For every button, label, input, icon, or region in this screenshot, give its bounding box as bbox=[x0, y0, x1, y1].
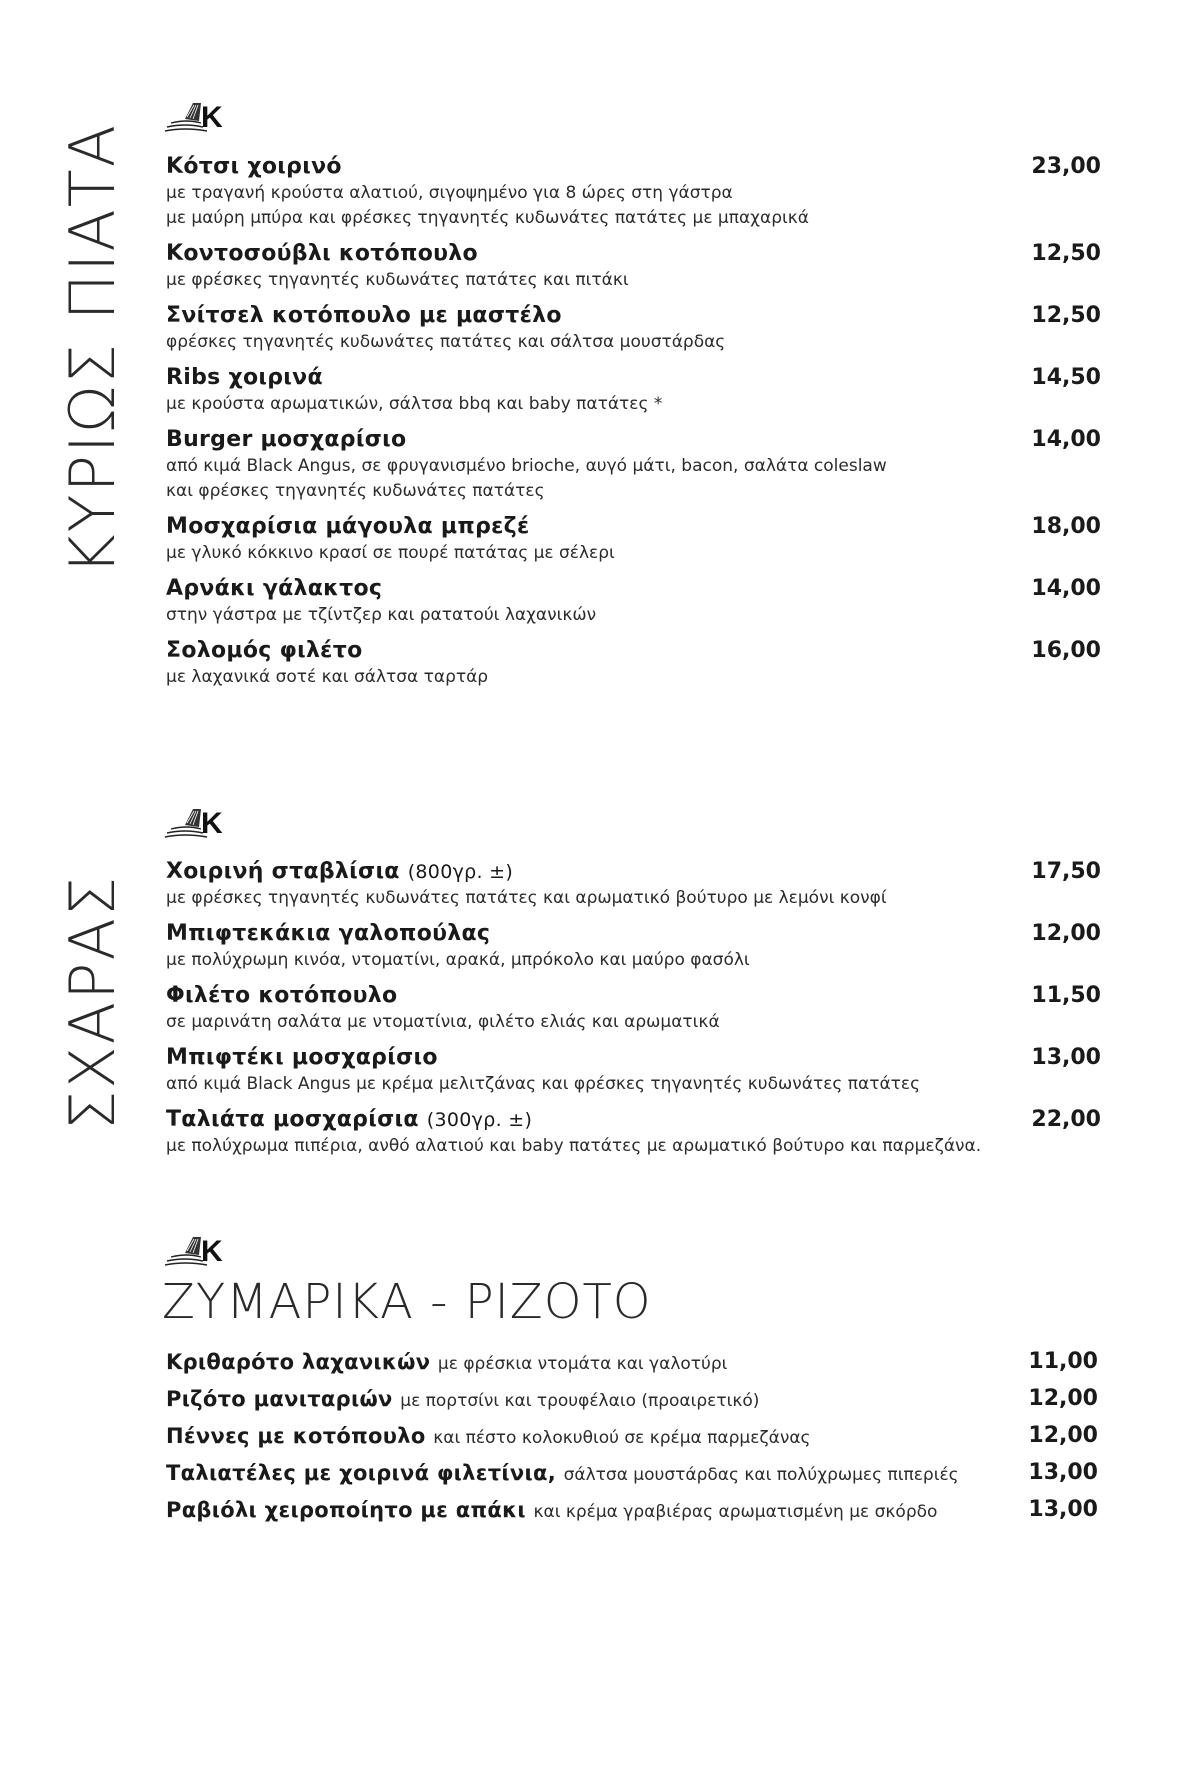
item-name: Ραβιόλι χειροποίητο με απάκι bbox=[166, 1498, 526, 1522]
main-dishes-side-title: ΚΥΡΙΩΣ ΠΙΑΤΑ bbox=[56, 122, 129, 575]
grill-side-title: ΣΧΑΡΑΣ bbox=[56, 874, 129, 1130]
item-name: Ταλιατέλες με χοιρινά φιλετίνια, bbox=[166, 1461, 557, 1485]
item-name: Σολομός φιλέτο bbox=[166, 638, 363, 663]
item-description: με φρέσκες τηγανητές κυδωνάτες πατάτες και πιτάκι bbox=[166, 270, 629, 290]
main-dishes-section bbox=[166, 153, 1101, 699]
item-name: Πέννες με κοτόπουλο bbox=[166, 1424, 426, 1448]
item-description: στην γάστρα με τζίντζερ και ρατατούι λαχανικών bbox=[166, 605, 597, 625]
item-description: σε μαρινάτη σαλάτα με ντοματίνια, φιλέτο ελιάς και αρωματικά bbox=[166, 1012, 720, 1032]
menu-item bbox=[166, 1422, 1098, 1459]
item-price: 17,50 bbox=[1031, 859, 1101, 884]
item-name: Μπιφτέκι μοσχαρίσιο bbox=[166, 1045, 438, 1070]
item-description: με φρέσκια ντομάτα και γαλοτύρι bbox=[437, 1354, 728, 1374]
item-price: 18,00 bbox=[1031, 514, 1101, 539]
item-description: με πολύχρωμη κινόα, ντοματίνι, αρακά, μπρόκολο και μαύρο φασόλι bbox=[166, 950, 750, 970]
item-description: από κιμά Black Angus, σε φρυγανισμένο brioche, αυγό μάτι, bacon, σαλάτα coleslaw bbox=[166, 456, 887, 476]
item-weight: (800γρ. ±) bbox=[407, 861, 514, 883]
item-description: με λαχανικά σοτέ και σάλτσα ταρτάρ bbox=[166, 667, 489, 687]
restaurant-logo-icon bbox=[163, 1231, 233, 1271]
restaurant-logo-icon bbox=[163, 97, 233, 137]
menu-item bbox=[166, 637, 1101, 699]
item-price: 23,00 bbox=[1031, 154, 1101, 179]
item-name: Ριζότο μανιταριών bbox=[166, 1387, 393, 1411]
logo-letter: K bbox=[201, 101, 223, 134]
item-name: Κότσι χοιρινό bbox=[166, 154, 342, 179]
item-name: Αρνάκι γάλακτος bbox=[166, 576, 383, 601]
item-price: 16,00 bbox=[1031, 638, 1101, 663]
menu-item bbox=[166, 982, 1101, 1044]
item-description: με φρέσκες τηγανητές κυδωνάτες πατάτες και αρωματικό βούτυρο με λεμόνι κονφί bbox=[166, 888, 887, 908]
item-name: Burger μοσχαρίσιο bbox=[166, 427, 407, 452]
item-price: 14,00 bbox=[1031, 576, 1101, 601]
menu-item bbox=[166, 1348, 1098, 1385]
item-description: με κρούστα αρωματικών, σάλτσα bbq και baby πατάτες * bbox=[166, 394, 663, 414]
item-description: με πολύχρωμα πιπέρια, ανθό αλατιού και baby πατάτες με αρωματικό βούτυρο και παρμεζάνα. bbox=[166, 1136, 982, 1156]
item-description: με τραγανή κρούστα αλατιού, σιγοψημένο για 8 ώρες στη γάστρα bbox=[166, 183, 733, 203]
menu-item bbox=[166, 426, 1101, 513]
menu-item bbox=[166, 1459, 1098, 1496]
item-name: Ταλιάτα μοσχαρίσια bbox=[166, 1107, 419, 1132]
item-name: Μπιφτεκάκια γαλοπούλας bbox=[166, 921, 491, 946]
item-price: 22,00 bbox=[1031, 1107, 1101, 1132]
menu-item bbox=[166, 1385, 1098, 1422]
item-price: 11,00 bbox=[1028, 1349, 1098, 1374]
menu-item bbox=[166, 240, 1101, 302]
item-price: 14,00 bbox=[1031, 427, 1101, 452]
item-price: 12,00 bbox=[1028, 1423, 1098, 1448]
item-name: Κοντοσούβλι κοτόπουλο bbox=[166, 241, 478, 266]
item-name: Χοιρινή σταβλίσια bbox=[166, 859, 400, 884]
item-price: 14,50 bbox=[1031, 365, 1101, 390]
menu-item bbox=[166, 513, 1101, 575]
restaurant-logo-icon bbox=[163, 803, 233, 843]
menu-item bbox=[166, 1044, 1101, 1106]
menu-item bbox=[166, 858, 1101, 920]
item-description: και φρέσκες τηγανητές κυδωνάτες πατάτες bbox=[166, 481, 545, 501]
item-description: σάλτσα μουστάρδας και πολύχρωμες πιπεριές bbox=[563, 1465, 959, 1485]
item-price: 13,00 bbox=[1028, 1460, 1098, 1485]
item-name: Σνίτσελ κοτόπουλο με μαστέλο bbox=[166, 303, 562, 328]
menu-item bbox=[166, 575, 1101, 637]
item-price: 13,00 bbox=[1028, 1497, 1098, 1522]
pasta-section-title: ΖΥΜΑΡΙΚΑ - ΡΙΖΟΤΟ bbox=[162, 1274, 652, 1330]
menu-item bbox=[166, 153, 1101, 240]
menu-item bbox=[166, 1496, 1098, 1533]
item-name: Φιλέτο κοτόπουλο bbox=[166, 983, 398, 1008]
item-weight: (300γρ. ±) bbox=[426, 1109, 533, 1131]
item-price: 11,50 bbox=[1031, 983, 1101, 1008]
item-description: με πορτσίνι και τρουφέλαιο (προαιρετικό) bbox=[400, 1391, 760, 1411]
item-price: 12,50 bbox=[1031, 241, 1101, 266]
logo-letter: K bbox=[201, 807, 223, 840]
item-description: και κρέμα γραβιέρας αρωματισμένη με σκόρδο bbox=[533, 1502, 938, 1522]
item-price: 13,00 bbox=[1031, 1045, 1101, 1070]
item-name: Μοσχαρίσια μάγουλα μπρεζέ bbox=[166, 514, 530, 539]
pasta-section bbox=[166, 1348, 1098, 1533]
item-name: Ribs χοιρινά bbox=[166, 365, 323, 390]
item-price: 12,50 bbox=[1031, 303, 1101, 328]
item-price: 12,00 bbox=[1031, 921, 1101, 946]
menu-item bbox=[166, 1106, 1101, 1168]
logo-letter: K bbox=[201, 1235, 223, 1268]
item-price: 12,00 bbox=[1028, 1386, 1098, 1411]
item-description: από κιμά Black Angus με κρέμα μελιτζάνας και φρέσκες τηγανητές κυδωνάτες πατάτες bbox=[166, 1074, 921, 1094]
grill-section bbox=[166, 858, 1101, 1168]
item-description: με γλυκό κόκκινο κρασί σε πουρέ πατάτας με σέλερι bbox=[166, 543, 615, 563]
item-description: με μαύρη μπύρα και φρέσκες τηγανητές κυδωνάτες πατάτες με μπαχαρικά bbox=[166, 208, 809, 228]
item-description: φρέσκες τηγανητές κυδωνάτες πατάτες και σάλτσα μουστάρδας bbox=[166, 332, 726, 352]
menu-item bbox=[166, 302, 1101, 364]
item-description: και πέστο κολοκυθιού σε κρέμα παρμεζάνας bbox=[433, 1428, 811, 1448]
menu-item bbox=[166, 920, 1101, 982]
menu-item bbox=[166, 364, 1101, 426]
item-name: Κριθαρότο λαχανικών bbox=[166, 1350, 431, 1374]
